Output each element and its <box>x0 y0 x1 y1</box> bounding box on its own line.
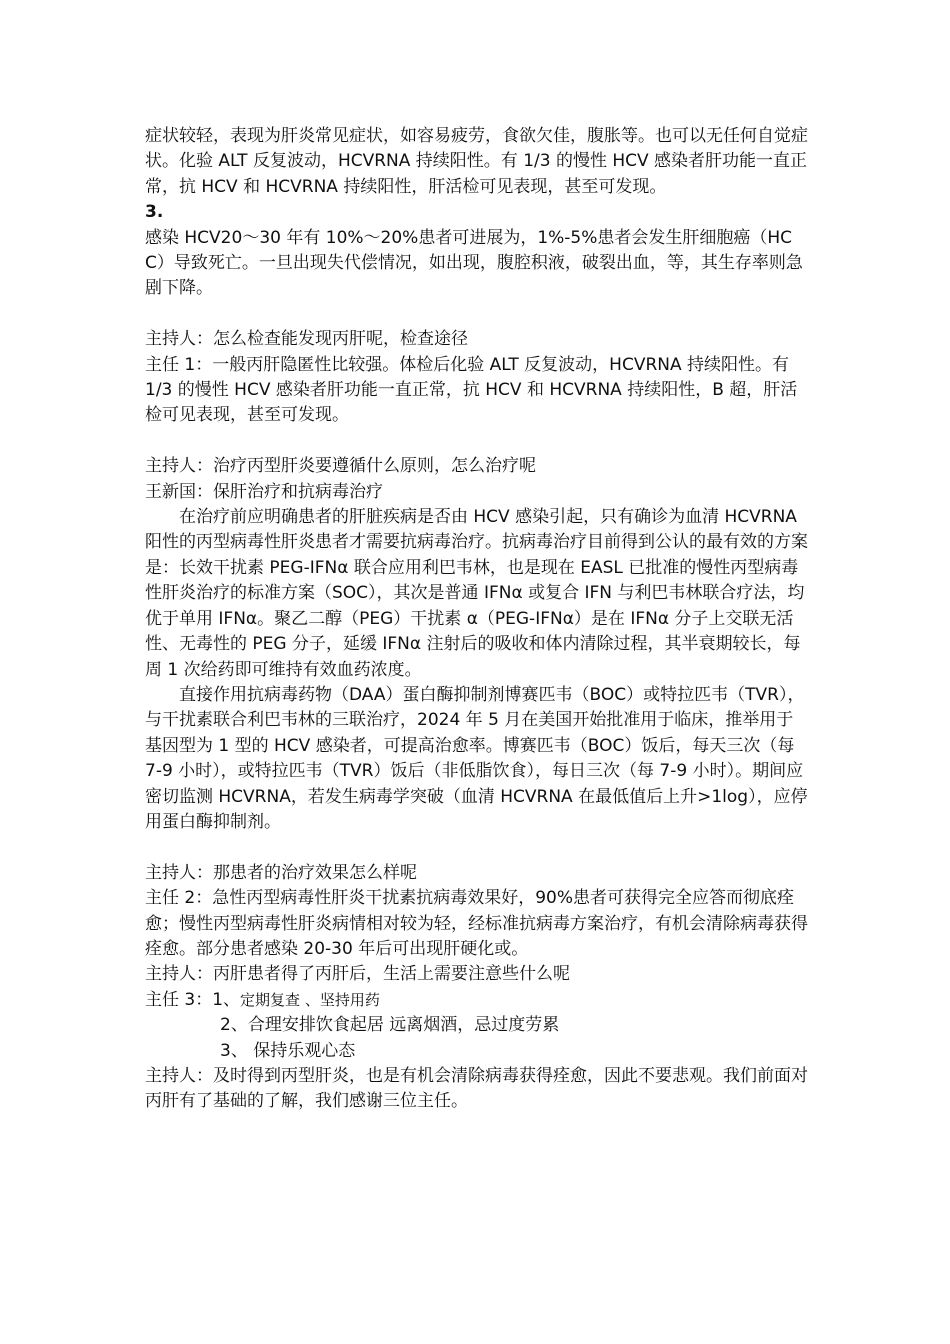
document-page <box>145 124 810 1115</box>
host-question-3: 主持人：那患者的治疗效果怎么样呢 <box>145 862 417 883</box>
answer-4-prefix: 主任 3：1、 <box>145 989 241 1010</box>
answer-2-paragraph-2: 直接作用抗病毒药物（DAA）蛋白酶抑制剂博赛匹韦（BOC）或特拉匹韦（TVR），与干扰素联合利巴韦林的三联治疗，2024 年 5 月在美国开始批准用于临床，推举用于基因型为 1 型的 HCV 感染者，可提高治愈率。博赛匹韦（BOC）饭后，每天三次（每 7-9 小时），或特拉匹韦（TVR）饭后（非低脂饮食），每日三次（每 7-9 小时）。期间应密切监测 HCVRNA，若发生病毒学突破（血清 HCVRNA 在最低值后上升>1log），应停用蛋白酶抑制剂。 <box>145 684 808 832</box>
answer-4-list <box>145 988 810 1013</box>
director-answer-1: 主任 1：一般丙肝隐匿性比较强。体检后化验 ALT 反复波动，HCVRNA 持续阳性。有 1/3 的慢性 HCV 感染者肝功能一直正常，抗 HCV 和 HCVRNA 持续阳性，B 超，肝活检可见表现，甚至可发现。 <box>145 354 798 426</box>
answer-4-item-1: 定期复查 、坚持用药 <box>240 990 380 1009</box>
answer-4-item-2: 2、合理安排饮食起居 远离烟酒，忌过度劳累 <box>220 1015 560 1036</box>
host-question-2: 主持人：治疗丙型肝炎要遵循什么原则，怎么治疗呢 <box>145 456 536 477</box>
paragraph-gap <box>145 429 810 454</box>
paragraph-gap <box>145 835 810 860</box>
host-closing: 主持人：及时得到丙型肝炎，也是有机会清除病毒获得痊愈，因此不要悲观。我们前面对丙肝有了基础的了解，我们感谢三位主任。 <box>145 1065 808 1112</box>
paragraph-symptoms: 症状较轻，表现为肝炎常见症状，如容易疲劳，食欲欠佳，腹胀等。也可以无任何自觉症状。化验 ALT 反复波动，HCVRNA 持续阳性。有 1/3 的慢性 HCV 感染者肝功能一直正常，抗 HCV 和 HCVRNA 持续阳性，肝活检可见表现，甚至可发现。 <box>145 126 808 197</box>
section-number: 3. <box>145 202 164 223</box>
host-question-1: 主持人：怎么检查能发现丙肝呢，检查途径 <box>145 329 468 350</box>
paragraph-gap <box>145 302 810 327</box>
host-question-4: 主持人：丙肝患者得了丙肝后，生活上需要注意些什么呢 <box>145 964 570 985</box>
paragraph-progression: 感染 HCV20～30 年有 10%～20%患者可进展为，1%-5%患者会发生肝细胞癌（HCC）导致死亡。一旦出现失代偿情况，如出现，腹腔积液，破裂出血，等，其生存率则急剧下降。 <box>145 227 803 299</box>
answer-2-paragraph-1: 在治疗前应明确患者的肝脏疾病是否由 HCV 感染引起，只有确诊为血清 HCVRNA 阳性的丙型病毒性肝炎患者才需要抗病毒治疗。抗病毒治疗目前得到公认的最有效的方案是：长效干扰素 PEG-IFNα 联合应用利巴韦林，也是现在 EASL 已批准的慢性丙型病毒性肝炎治疗的标准方案（SOC），其次是普通 IFNα 或复合 IFN 与利巴韦林联合疗法，均优于单用 IFNα。聚乙二醇（PEG）干扰素 α（PEG-IFNα）是在 IFNα 分子上交联无活性、无毒性的 PEG 分子，延缓 IFNα 注射后的吸收和体内清除过程，其半衰期较长，每周 1 次给药即可维持有效血药浓度。 <box>145 507 808 680</box>
answer-2-intro: 王新国：保肝治疗和抗病毒治疗 <box>145 481 383 502</box>
director-answer-3: 主任 2：急性丙型病毒性肝炎干扰素抗病毒效果好，90%患者可获得完全应答而彻底痊愈；慢性丙型病毒性肝炎病情相对较为轻，经标准抗病毒方案治疗，有机会清除病毒获得痊愈。部分患者感染 20-30 年后可出现肝硬化或。 <box>145 888 808 959</box>
answer-4-item-3: 3、 保持乐观心态 <box>220 1040 356 1061</box>
